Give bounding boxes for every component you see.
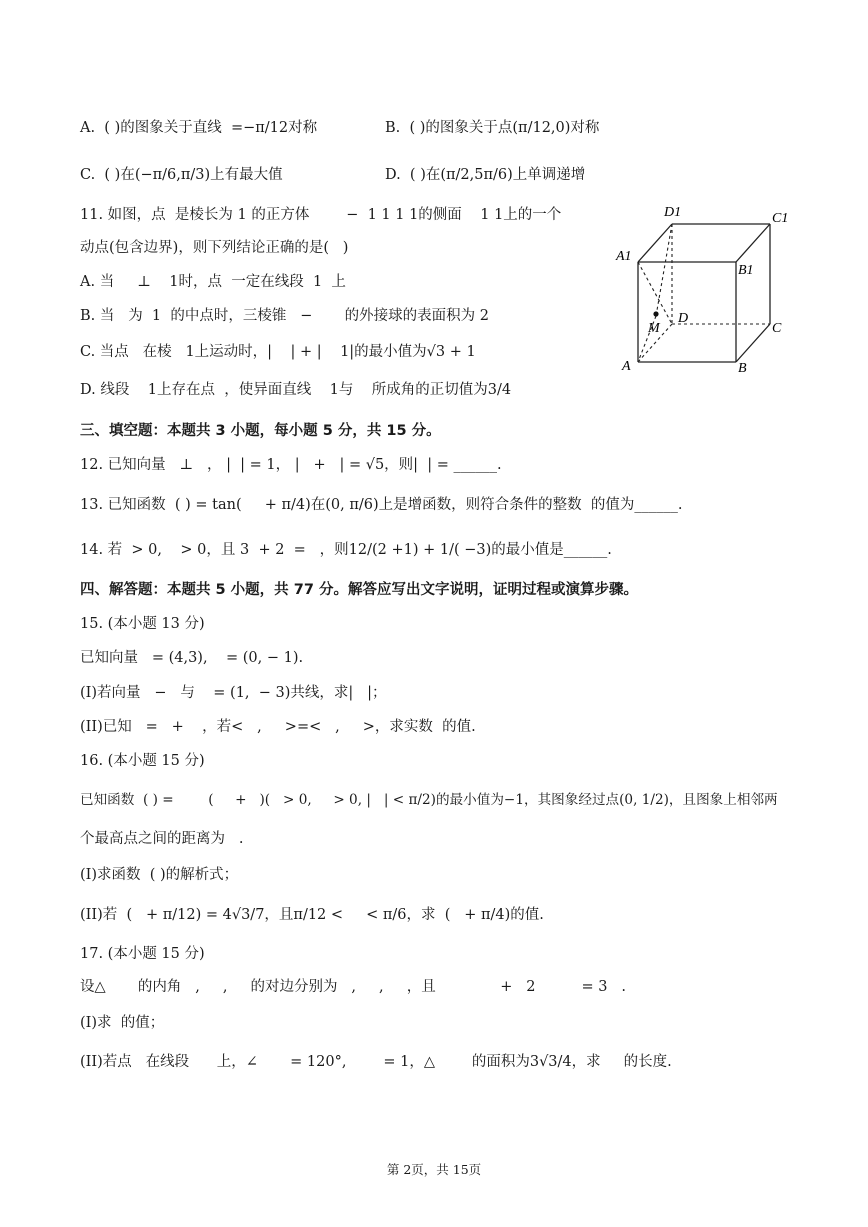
label-d: D	[678, 311, 689, 326]
q15-given: 已知向量 = (4,3), = (0, − 1).	[80, 650, 304, 666]
q17-part1: (I)求 的值；	[80, 1015, 165, 1031]
q11-option-d: D. 线段 1上存在点 ，使异面直线 1与 所成角的正切值为3/4	[80, 382, 512, 398]
q14-text: 14. 若 > 0, > 0，且 3 + 2 = ，则12/(2 +1) + 1/( −3)的最小值是______.	[80, 542, 612, 558]
q10-option-b: B. ( )的图象关于点(π/12,0)对称	[385, 120, 600, 136]
label-a: A	[622, 359, 631, 374]
q10-option-c: C. ( )在(−π/6,π/3)上有最大值	[80, 167, 283, 183]
q11-option-b: B. 当 为 1 的中点时，三棱锥 − 的外接球的表面积为 2	[80, 308, 489, 324]
label-a1: A1	[616, 249, 632, 264]
q13-text: 13. 已知函数 ( ) = tan( + π/4)在(0, π/6)上是增函数，则符合条件的整数 的值为______.	[80, 497, 683, 513]
q10-option-a: A. ( )的图象关于直线 =−π/12对称	[80, 120, 318, 136]
label-b: B	[738, 361, 747, 376]
section4-heading: 四、解答题：本题共 5 小题，共 77 分。解答应写出文字说明，证明过程或演算步骤。	[80, 582, 638, 598]
q12-text: 12. 已知向量 ⊥ ， | | = 1， | + | = √5，则| | = ______.	[80, 457, 502, 473]
label-c1: C1	[772, 211, 789, 226]
cube-figure	[610, 200, 810, 380]
q16-title: 16. (本小题 15 分)	[80, 753, 205, 769]
label-c: C	[772, 321, 782, 336]
q15-part2: (II)已知 = + ，若< , >=< , >，求实数 的值.	[80, 719, 476, 735]
q17-title: 17. (本小题 15 分)	[80, 946, 205, 962]
q15-title: 15. (本小题 13 分)	[80, 616, 205, 632]
q16-part1: (I)求函数 ( )的解析式；	[80, 867, 239, 883]
section3-heading: 三、填空题：本题共 3 小题，每小题 5 分，共 15 分。	[80, 423, 441, 439]
q16-part2: (II)若 ( + π/12) = 4√3/7，且π/12 < < π/6，求 ( + π/4)的值.	[80, 907, 544, 923]
label-m: M	[648, 321, 660, 336]
q11-option-a: A. 当 ⊥ 1时，点 一定在线段 1 上	[80, 274, 346, 290]
page-footer: 第 2页，共 15页	[386, 1162, 482, 1177]
q16-given-line1: 已知函数 ( ) = ( + )( > 0, > 0, | | < π/2)的最小值为−1，其图象经过点(0, 1/2)，且图象上相邻两	[80, 792, 778, 808]
q11-stem-line1: 11. 如图，点 是棱长为 1 的正方体 − 1 1 1 1的侧面 1 1上的一个	[80, 207, 562, 223]
q11-option-c: C. 当点 在棱 1上运动时，| | + | 1|的最小值为√3 + 1	[80, 344, 476, 360]
label-d1: D1	[664, 205, 682, 220]
q17-part2: (II)若点 在线段 上，∠ = 120°, = 1，△ 的面积为3√3/4，求 的长度.	[80, 1054, 672, 1070]
label-b1: B1	[738, 263, 754, 278]
q10-option-d: D. ( )在(π/2,5π/6)上单调递增	[385, 167, 586, 183]
q11-stem-line2: 动点(包含边界)，则下列结论正确的是( )	[80, 240, 349, 256]
q15-part1: (I)若向量 − 与 = (1, − 3)共线，求| |；	[80, 685, 387, 701]
q17-given: 设△ 的内角 , , 的对边分别为 , , ，且 + 2 = 3 .	[80, 979, 626, 995]
q16-given-line2: 个最高点之间的距离为 .	[80, 831, 244, 847]
point-m-dot	[653, 311, 658, 316]
